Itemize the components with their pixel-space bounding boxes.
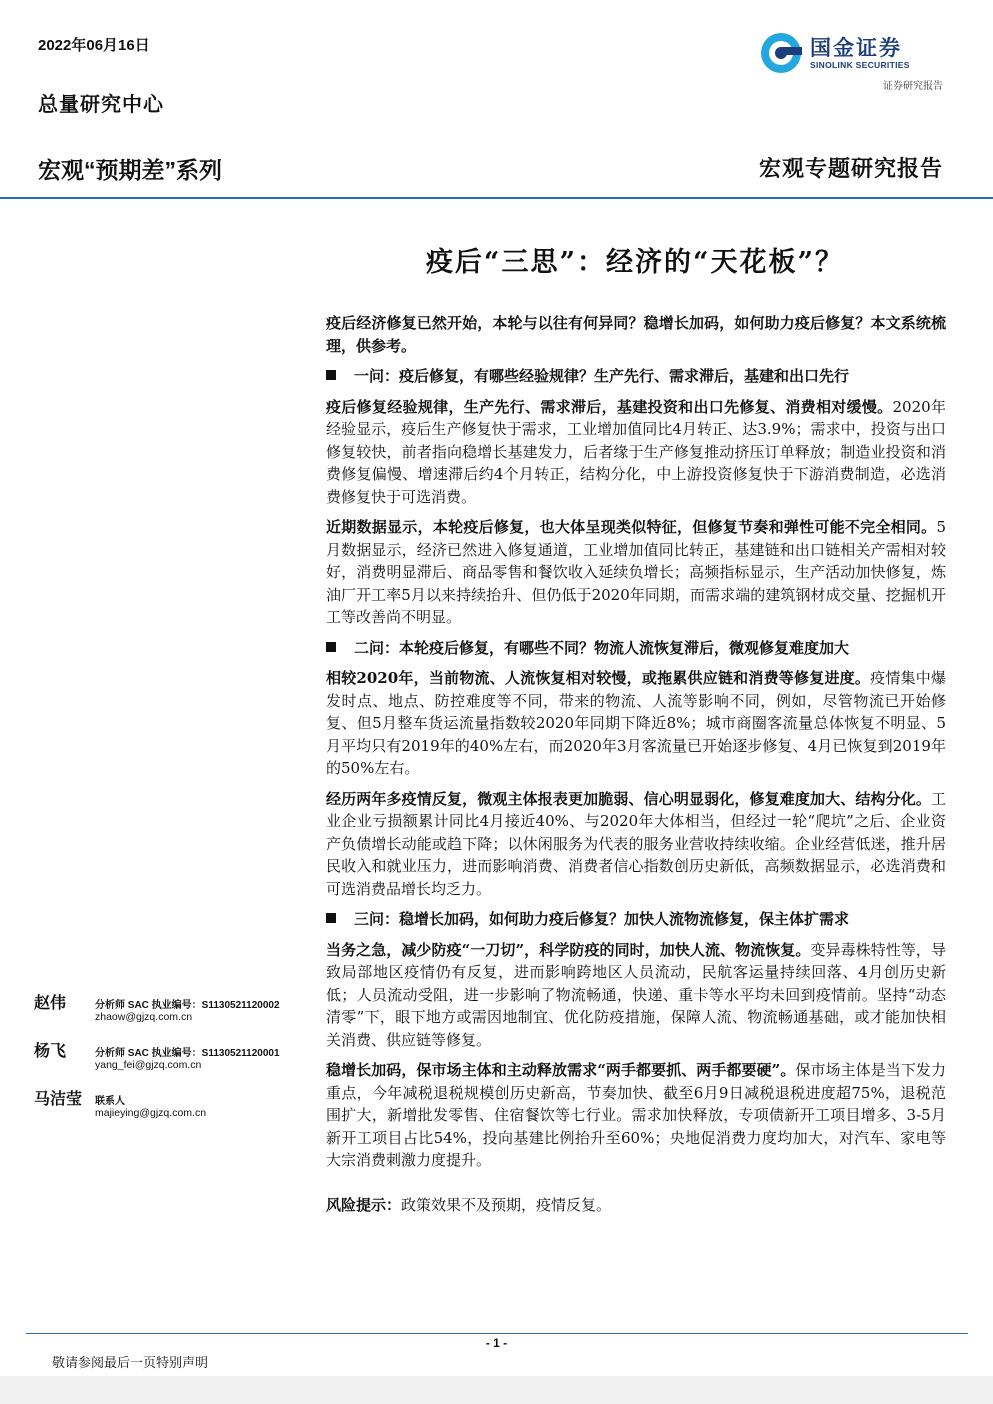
logo-english-name: SINOLINK SECURITIES: [810, 60, 910, 70]
report-title: 疫后“三思”：经济的“天花板”？: [425, 247, 845, 278]
analyst-name: 杨飞: [34, 1041, 67, 1060]
analyst-entry: [34, 990, 314, 1038]
section-heading: 一问：疫后修复，有哪些经验规律？生产先行、需求滞后，基建和出口先行: [326, 365, 946, 388]
body-paragraph: 疫后修复经验规律，生产先行、需求滞后，基建投资和出口先修复、消费相对缓慢。2020年经验显示，疫后生产修复快于需求，工业增加值同比4月转正、达3.9%；需求中，投资与出口修复较快，前者指向稳增长基建发力，后者缘于生产修复推动挤压订单释放；制造业投资和消费修复偏慢、增速滞后约4个月转正，结构分化，中上游投资修复快于下游消费制造，必选消费修复快于可选消费。: [326, 397, 946, 506]
analyst-list: [34, 990, 314, 1134]
risk-warning: 风险提示：政策效果不及预期，疫情反复。: [326, 1195, 612, 1214]
section-heading: 二问：本轮疫后修复，有哪些不同？物流人流恢复滞后，微观修复难度加大: [326, 637, 946, 660]
report-series: 宏观“预期差”系列: [38, 157, 222, 183]
bullet-square-icon: [326, 370, 336, 380]
logo-subtitle: 证券研究报告: [883, 81, 943, 92]
analyst-role: 分析师 SAC 执业编号：S1130521120001: [95, 1048, 280, 1059]
footer-band: [0, 1376, 993, 1404]
report-body: [326, 312, 946, 1224]
logo-chinese-name: 国金证券: [810, 37, 902, 60]
intro-paragraph: 疫后经济修复已然开始，本轮与以往有何异同？稳增长加码，如何助力疫后修复？本文系统梳理，供参考。: [326, 314, 946, 355]
company-logo: [758, 30, 944, 76]
body-paragraph: 当务之急，减少防疫“一刀切”，科学防疫的同时，加快人流、物流恢复。变异毒株特性等，导致局部地区疫情仍有反复，进而影响跨地区人员流动，民航客运量持续回落、4月创历史新低；人员流动受阻，进一步影响了物流畅通，快递、重卡等水平均未回到疫情前。坚持“动态清零”下，眼下地方或需因地制宜、优化防疫措施，保障人流、物流畅通基础，或才能加快相关消费、供应链等修复。: [326, 940, 946, 1049]
body-paragraph: 近期数据显示，本轮疫后修复，也大体呈现类似特征，但修复节奏和弹性可能不完全相同。5月数据显示，经济已然进入修复通道，工业增加值同比转正，基建链和出口链相关产需相对较好，消费明显滞后、商品零售和餐饮收入延续负增长；高频指标显示，生产活动加快修复，炼油厂开工率5月以来持续抬升、但仍低于2020年同期，而需求端的建筑钢材成交量、挖掘机开工等改善尚不明显。: [326, 518, 946, 626]
footer-divider: [26, 1333, 968, 1334]
analyst-entry: [34, 1086, 314, 1134]
bullet-square-icon: [326, 642, 336, 652]
section-heading: 三问：稳增长加码，如何助力疫后修复？加快人流物流修复，保主体扩需求: [326, 908, 946, 931]
page-number: - 1 -: [485, 1336, 508, 1350]
body-paragraph: 稳增长加码，保市场主体和主动释放需求“两手都要抓、两手都要硬”。保市场主体是当下发力重点，今年减税退税规模创历史新高，节奏加快、截至6月9日减税退税进度超75%，退税范围扩大，新增批发零售、住宿餐饮等七行业。需求加快释放，专项债新开工项目增多、3-5月新开工项目占比54%，投向基建比例抬升至60%；央地促消费力度均加大，对汽车、家电等大宗消费刺激力度提升。: [326, 1061, 946, 1169]
analyst-email[interactable]: majieying@gjzq.com.cn: [95, 1107, 207, 1119]
analyst-email[interactable]: yang_fei@gjzq.com.cn: [95, 1059, 202, 1071]
header-divider: [0, 197, 993, 199]
footer-disclaimer: 敬请参阅最后一页特别声明: [52, 1356, 209, 1371]
analyst-entry: [34, 1038, 314, 1086]
analyst-role: 分析师 SAC 执业编号：S1130521120002: [95, 1000, 280, 1011]
body-paragraph: 相较2020年，当前物流、人流恢复相对较慢，或拖累供应链和消费等修复进度。疫情集中爆发时点、地点、防控难度等不同，带来的物流、人流等影响不同，例如，尽管物流已开始修复、但5月整车货运流量指数较2020年同期下降近8%；城市商圈客流量总体恢复不明显、5月平均只有2019年的40%左右，而2020年3月客流量已开始逐步修复、4月已恢复到2019年的50%左右。: [326, 669, 946, 777]
analyst-name: 赵伟: [34, 993, 67, 1012]
analyst-email[interactable]: zhaow@gjzq.com.cn: [95, 1011, 193, 1023]
research-center-name: 总量研究中心: [38, 92, 164, 116]
report-type: 宏观专题研究报告: [758, 156, 943, 182]
analyst-name: 马洁莹: [34, 1089, 83, 1108]
bullet-square-icon: [326, 913, 336, 923]
body-paragraph: 经历两年多疫情反复，微观主体报表更加脆弱、信心明显弱化，修复难度加大、结构分化。工业企业亏损额累计同比4月接近40%、与2020年大体相当，但经过一轮“爬坑”之后、企业资产负债增长动能或趋下降；以休闲服务为代表的服务业营收持续收缩。企业经营低迷，推升居民收入和就业压力，进而影响消费、消费者信心指数创历史新低，高频数据显示，必选消费和可选消费品增长均乏力。: [326, 789, 946, 898]
logo-mark-icon: [758, 30, 804, 76]
analyst-role: 联系人: [95, 1096, 125, 1107]
report-date: 2022年06月16日: [38, 37, 150, 54]
